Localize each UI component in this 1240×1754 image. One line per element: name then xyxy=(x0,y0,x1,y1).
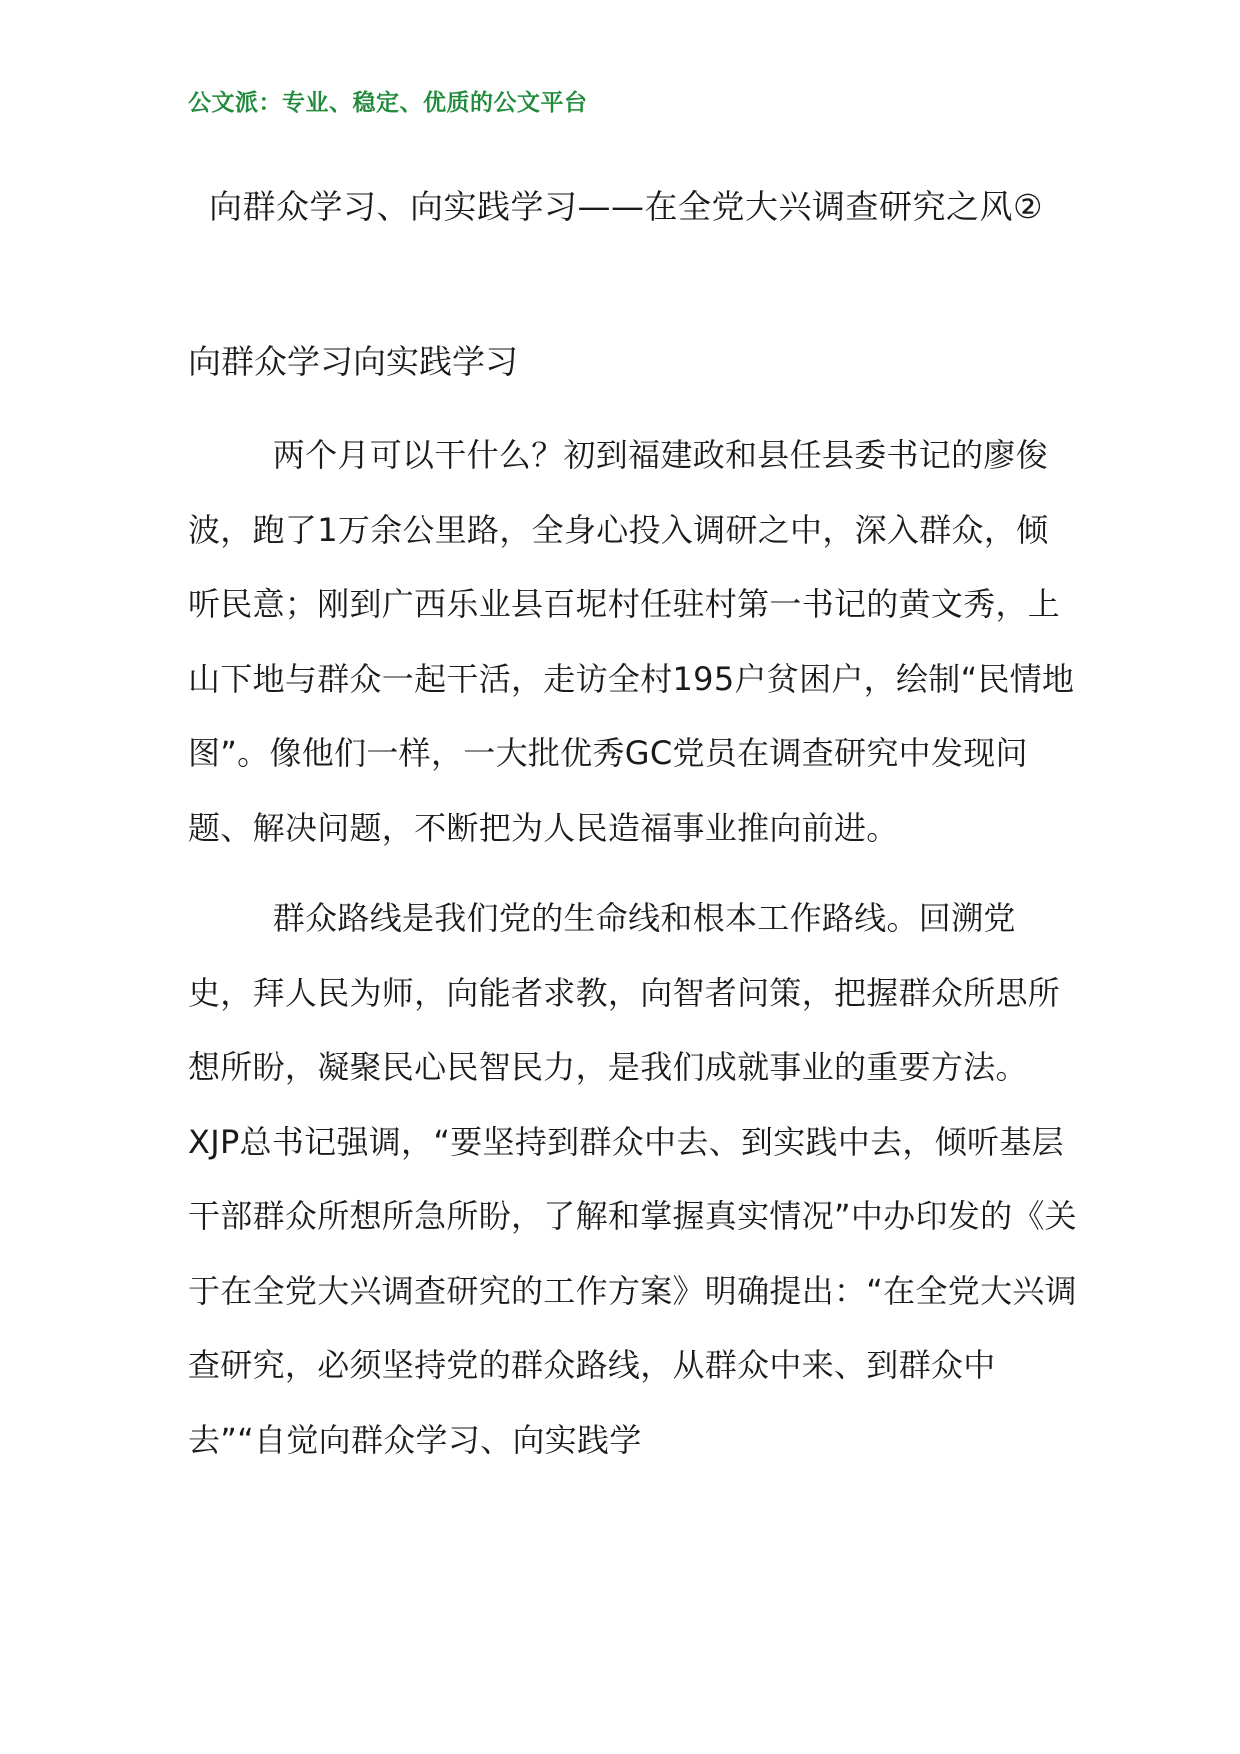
paragraph: 群众路线是我们党的生命线和根本工作路线。回溯党史，拜人民为师，向能者求教，向智者问策，把握群众所思所想所盼，凝聚民心民智民力，是我们成就事业的重要方法。XJP总书记强调，“要坚持到群众中去、到实践中去，倾听基层干部群众所想所急所盼，了解和掌握真实情况”中办印发的《关于在全党大兴调查研究的工作方案》明确提出：“在全党大兴调查研究，必须坚持党的群众路线，从群众中来、到群众中去”“自觉向群众学习、向实践学 xyxy=(188,899,1077,1459)
article-title: 向群众学习、向实践学习——在全党大兴调查研究之风② xyxy=(208,187,1044,226)
paragraph: 两个月可以干什么？初到福建政和县任县委书记的廖俊波，跑了1万余公里路，全身心投入调研之中，深入群众，倾听民意；刚到广西乐业县百坭村任驻村第一书记的黄文秀，上山下地与群众一起干活，走访全村195户贫困户，绘制“民情地图”。像他们一样，一大批优秀GC党员在调查研究中发现问题、解决问题，不断把为人民造福事业推向前进。 xyxy=(188,436,1075,847)
article-body xyxy=(188,418,1078,1493)
site-slogan: 公文派：专业、稳定、优质的公文平台 xyxy=(188,89,588,116)
article-subtitle: 向群众学习向实践学习 xyxy=(188,342,518,381)
